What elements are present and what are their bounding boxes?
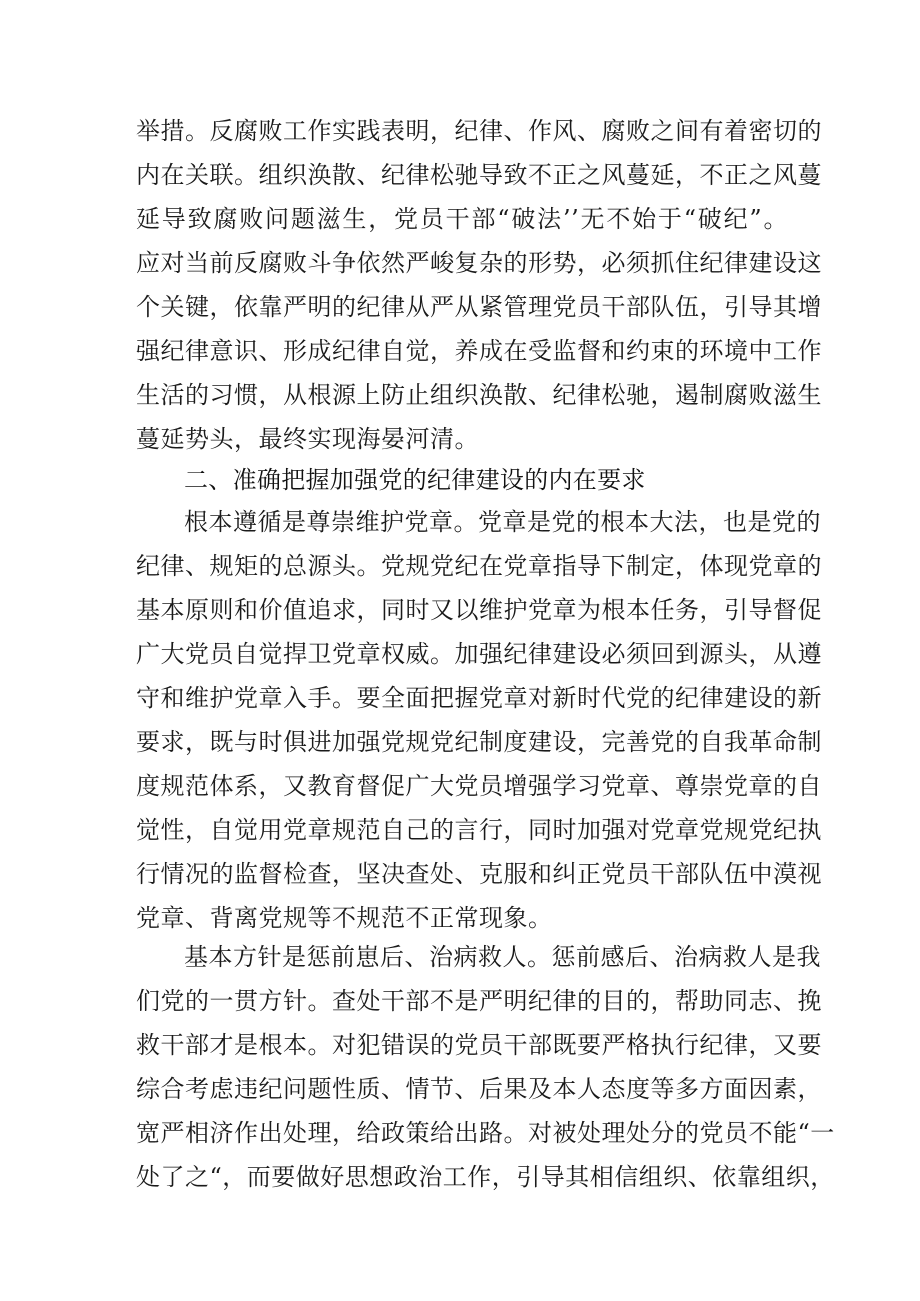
paragraph-line: 基本方针是惩前崽后、治病救人。惩前感后、治病救人是我 bbox=[184, 943, 821, 971]
paragraph-line: 延导致腐败问题滋生，党员干部“破法’’无不始于“破纪”。 bbox=[136, 205, 788, 233]
paragraph-line: 举措。反腐败工作实践表明，纪律、作风、腐败之间有着密切的 bbox=[136, 117, 822, 145]
paragraph-line: 综合考虑违纪问题性质、情节、后果及本人态度等多方面因素， bbox=[136, 1075, 822, 1103]
paragraph-line: 蔓延势头，最终实现海晏河清。 bbox=[136, 425, 479, 453]
paragraph-line: 内在关联。组织涣散、纪律松驰导致不正之风蔓延，不正之风蔓 bbox=[136, 161, 822, 189]
paragraph-line: 生活的习惯，从根源上防止组织涣散、纪律松驰，遏制腐败滋生 bbox=[136, 381, 822, 409]
paragraph-line: 应对当前反腐败斗争依然严峻复杂的形势，必须抓住纪律建设这 bbox=[136, 249, 822, 277]
paragraph-line: 行情况的监督检查，坚决查处、克服和纠正党员干部队伍中漠视 bbox=[136, 860, 822, 888]
paragraph-line: 党章、背离党规等不规范不正常现象。 bbox=[136, 904, 553, 932]
paragraph-line: 救干部才是根本。对犯错误的党员干部既要严格执行纪律，又要 bbox=[136, 1031, 822, 1059]
paragraph-line: 强纪律意识、形成纪律自觉，养成在受监督和约束的环境中工作 bbox=[136, 337, 822, 365]
paragraph-line: 守和维护党章入手。要全面把握党章对新时代党的纪律建设的新 bbox=[136, 684, 822, 712]
paragraph-line: 觉性，自觉用党章规范自己的言行，同时加强对党章党规党纪执 bbox=[136, 816, 822, 844]
paragraph-line: 广大党员自觉捍卫党章权威。加强纪律建设必须回到源头，从遵 bbox=[136, 640, 822, 668]
paragraph-line: 个关键，依靠严明的纪律从严从紧管理党员干部队伍，引导其增 bbox=[136, 293, 822, 321]
paragraph-line: 处了之“，而要做好思想政治工作，引导其相信组织、依靠组织， bbox=[136, 1163, 835, 1191]
paragraph-line: 们党的一贯方针。查处干部不是严明纪律的目的，帮助同志、挽 bbox=[136, 987, 822, 1015]
paragraph-line: 基本原则和价值追求，同时又以维护党章为根本任务，引导督促 bbox=[136, 596, 822, 624]
section-heading: 二、准确把握加强党的纪律建设的内在要求 bbox=[184, 466, 646, 494]
paragraph-line: 度规范体系，又教育督促广大党员增强学习党章、尊崇党章的自 bbox=[136, 772, 822, 800]
paragraph-line: 宽严相济作出处理，给政策给出路。对被处理处分的党员不能“一 bbox=[136, 1119, 835, 1147]
paragraph-line: 纪律、规矩的总源头。党规党纪在党章指导下制定，体现党章的 bbox=[136, 552, 822, 580]
paragraph-line: 根本遵循是尊崇维护党章。党章是党的根本大法，也是党的 bbox=[184, 508, 821, 536]
paragraph-line: 要求，既与时俱进加强党规党纪制度建设，完善党的自我革命制 bbox=[136, 728, 822, 756]
